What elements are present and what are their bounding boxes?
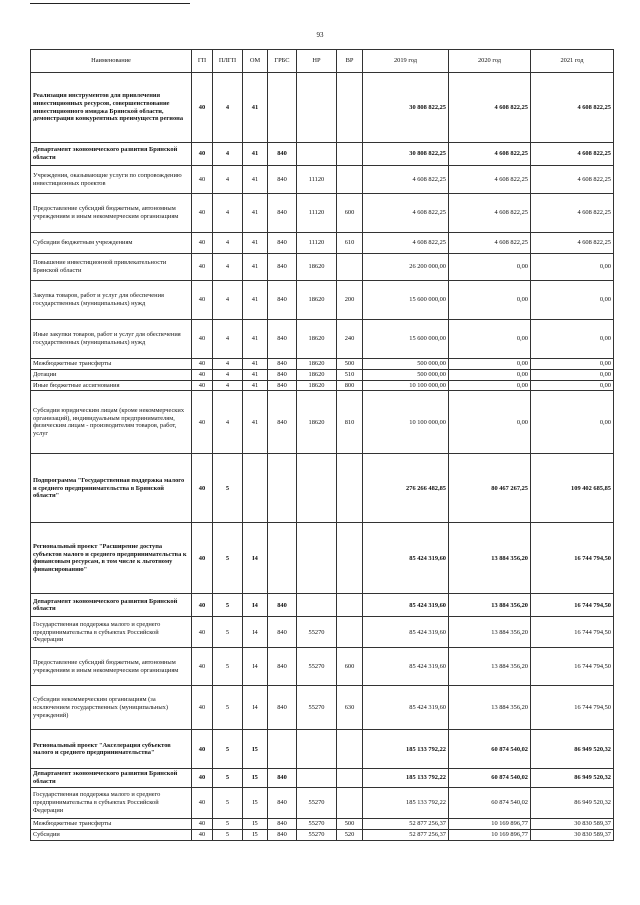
cell-y2019: 52 877 256,37 [363,829,449,840]
cell-name: Государственная поддержка малого и среднего предпринимательства в субъектах Российской Федерации [31,788,192,819]
cell-vr: 200 [337,281,363,320]
cell-y2020: 0,00 [449,281,531,320]
table-row [31,594,614,617]
cell-name: Предоставление субсидий бюджетным, автономным учреждениям и иным некоммерческим организациям [31,194,192,233]
cell-gp: 40 [192,819,213,830]
cell-name: Субсидии юридическим лицам (кроме некоммерческих организаций), индивидуальным предпринимателям, физическим лицам - производителям товаров, работ, услуг [31,391,192,454]
cell-y2020: 13 884 356,20 [449,686,531,730]
cell-nr: 11120 [297,166,337,194]
cell-plgp: 4 [213,166,243,194]
cell-name: Иные закупки товаров, работ и услуг для обеспечения государственных (муниципальных) нужд [31,320,192,359]
table-row [31,281,614,320]
cell-y2019: 185 133 792,22 [363,730,449,769]
cell-y2020: 0,00 [449,391,531,454]
cell-y2019: 10 100 000,00 [363,380,449,391]
cell-gp: 40 [192,73,213,143]
cell-y2019: 15 600 000,00 [363,320,449,359]
cell-vr: 520 [337,829,363,840]
cell-om [243,454,268,523]
cell-y2021: 0,00 [531,320,614,359]
table-row [31,369,614,380]
cell-nr [297,143,337,166]
cell-om: I4 [243,594,268,617]
cell-y2020: 0,00 [449,369,531,380]
page-number: 93 [316,31,324,39]
cell-nr: 55270 [297,788,337,819]
cell-y2020: 4 608 822,25 [449,233,531,254]
cell-y2019: 30 808 822,25 [363,143,449,166]
cell-y2020: 0,00 [449,359,531,370]
cell-plgp: 4 [213,369,243,380]
cell-grbs: 840 [268,143,297,166]
table-body [31,73,614,841]
cell-y2019: 500 000,00 [363,359,449,370]
table-row [31,391,614,454]
cell-gp: 40 [192,391,213,454]
header-plgp: ПЛГП [213,50,243,73]
cell-nr [297,523,337,594]
top-rule [30,3,190,4]
cell-plgp: 5 [213,594,243,617]
cell-y2019: 500 000,00 [363,369,449,380]
cell-om: I4 [243,523,268,594]
cell-plgp: 5 [213,523,243,594]
cell-y2021: 86 949 520,32 [531,730,614,769]
cell-om: I4 [243,686,268,730]
cell-y2021: 16 744 794,50 [531,594,614,617]
cell-grbs: 840 [268,788,297,819]
cell-nr: 55270 [297,686,337,730]
cell-nr: 55270 [297,829,337,840]
table-row [31,617,614,648]
cell-y2020: 4 608 822,25 [449,73,531,143]
cell-plgp: 4 [213,380,243,391]
cell-gp: 40 [192,648,213,686]
cell-y2019: 85 424 319,60 [363,648,449,686]
cell-name: Региональный проект "Акселерация субъектов малого и среднего предпринимательства" [31,730,192,769]
cell-y2020: 4 608 822,25 [449,166,531,194]
cell-y2020: 10 169 896,77 [449,829,531,840]
cell-om: I5 [243,769,268,788]
cell-y2021: 4 608 822,25 [531,143,614,166]
cell-y2020: 10 169 896,77 [449,819,531,830]
cell-y2019: 4 608 822,25 [363,194,449,233]
cell-nr: 18620 [297,320,337,359]
cell-nr: 18620 [297,254,337,281]
cell-grbs: 840 [268,281,297,320]
cell-plgp: 4 [213,359,243,370]
table-row [31,819,614,830]
table-row [31,686,614,730]
cell-plgp: 5 [213,730,243,769]
table-row [31,359,614,370]
cell-y2020: 0,00 [449,254,531,281]
cell-y2021: 0,00 [531,359,614,370]
cell-nr: 18620 [297,391,337,454]
header-2020: 2020 год [449,50,531,73]
table-row [31,194,614,233]
cell-gp: 40 [192,523,213,594]
cell-name: Департамент экономического развития Брянской области [31,594,192,617]
cell-y2019: 276 266 482,85 [363,454,449,523]
cell-om: 41 [243,194,268,233]
table-row [31,380,614,391]
cell-grbs: 840 [268,254,297,281]
cell-y2019: 26 200 000,00 [363,254,449,281]
cell-name: Региональный проект "Расширение доступа субъектов малого и среднего предпринимательства к финансовым ресурсам, в том числе к льготному финансированию" [31,523,192,594]
table-header-row [31,50,614,73]
cell-name: Государственная поддержка малого и среднего предпринимательства в субъектах Российской Федерации [31,617,192,648]
cell-om: 41 [243,73,268,143]
cell-plgp: 5 [213,769,243,788]
cell-grbs: 840 [268,594,297,617]
cell-vr: 510 [337,369,363,380]
cell-gp: 40 [192,143,213,166]
cell-gp: 40 [192,233,213,254]
cell-y2020: 4 608 822,25 [449,143,531,166]
cell-grbs [268,454,297,523]
cell-y2020: 60 874 540,02 [449,730,531,769]
cell-vr: 600 [337,648,363,686]
cell-vr [337,788,363,819]
cell-y2020: 60 874 540,02 [449,788,531,819]
cell-gp: 40 [192,359,213,370]
cell-y2021: 16 744 794,50 [531,648,614,686]
table-row [31,523,614,594]
cell-om: I4 [243,617,268,648]
cell-y2019: 85 424 319,60 [363,617,449,648]
header-grbs: ГРБС [268,50,297,73]
cell-plgp: 5 [213,686,243,730]
cell-vr [337,617,363,648]
cell-plgp: 5 [213,829,243,840]
cell-y2020: 13 884 356,20 [449,594,531,617]
header-om: ОМ [243,50,268,73]
cell-om: 41 [243,359,268,370]
cell-vr: 810 [337,391,363,454]
cell-vr: 630 [337,686,363,730]
cell-plgp: 4 [213,194,243,233]
cell-y2021: 30 830 589,37 [531,819,614,830]
cell-y2019: 85 424 319,60 [363,686,449,730]
cell-y2020: 13 884 356,20 [449,617,531,648]
cell-om: 41 [243,320,268,359]
cell-om: I5 [243,788,268,819]
header-vr: ВР [337,50,363,73]
cell-om: 41 [243,254,268,281]
cell-grbs: 840 [268,829,297,840]
cell-nr [297,73,337,143]
cell-om: 41 [243,380,268,391]
cell-grbs [268,73,297,143]
cell-vr [337,523,363,594]
cell-vr [337,73,363,143]
cell-name: Департамент экономического развития Брянской области [31,769,192,788]
cell-vr: 500 [337,819,363,830]
cell-y2021: 0,00 [531,369,614,380]
cell-vr [337,594,363,617]
cell-grbs: 840 [268,617,297,648]
cell-gp: 40 [192,281,213,320]
cell-nr: 18620 [297,369,337,380]
cell-nr: 11120 [297,194,337,233]
cell-grbs [268,523,297,594]
cell-y2021: 4 608 822,25 [531,73,614,143]
cell-name: Межбюджетные трансферты [31,359,192,370]
cell-y2020: 13 884 356,20 [449,648,531,686]
cell-nr: 11120 [297,233,337,254]
cell-vr: 600 [337,194,363,233]
table-row [31,233,614,254]
table-row [31,829,614,840]
cell-y2021: 0,00 [531,254,614,281]
cell-name: Дотации [31,369,192,380]
cell-nr [297,454,337,523]
cell-gp: 40 [192,617,213,648]
cell-vr: 500 [337,359,363,370]
cell-y2019: 15 600 000,00 [363,281,449,320]
cell-grbs: 840 [268,391,297,454]
table-row [31,788,614,819]
cell-y2019: 85 424 319,60 [363,523,449,594]
cell-vr [337,454,363,523]
header-gp: ГП [192,50,213,73]
table-row [31,320,614,359]
cell-y2021: 16 744 794,50 [531,523,614,594]
cell-plgp: 5 [213,454,243,523]
cell-gp: 40 [192,369,213,380]
cell-plgp: 4 [213,254,243,281]
cell-y2019: 52 877 256,37 [363,819,449,830]
cell-y2021: 30 830 589,37 [531,829,614,840]
cell-y2020: 80 467 267,25 [449,454,531,523]
header-2021: 2021 год [531,50,614,73]
cell-om: 41 [243,281,268,320]
cell-vr [337,730,363,769]
cell-grbs: 840 [268,369,297,380]
cell-y2021: 0,00 [531,380,614,391]
cell-name: Предоставление субсидий бюджетным, автономным учреждениям и иным некоммерческим организациям [31,648,192,686]
cell-vr [337,143,363,166]
cell-y2021: 86 949 520,32 [531,788,614,819]
cell-y2019: 30 808 822,25 [363,73,449,143]
table-row [31,769,614,788]
cell-name: Закупка товаров, работ и услуг для обеспечения государственных (муниципальных) нужд [31,281,192,320]
cell-gp: 40 [192,166,213,194]
cell-grbs: 840 [268,233,297,254]
cell-plgp: 4 [213,391,243,454]
cell-grbs: 840 [268,769,297,788]
cell-y2020: 4 608 822,25 [449,194,531,233]
cell-nr [297,730,337,769]
cell-y2021: 16 744 794,50 [531,617,614,648]
cell-plgp: 5 [213,617,243,648]
cell-nr [297,769,337,788]
cell-y2020: 60 874 540,02 [449,769,531,788]
cell-plgp: 4 [213,281,243,320]
cell-y2020: 13 884 356,20 [449,523,531,594]
cell-grbs: 840 [268,819,297,830]
cell-om: I5 [243,829,268,840]
cell-gp: 40 [192,829,213,840]
cell-plgp: 4 [213,143,243,166]
cell-om: 41 [243,391,268,454]
cell-vr: 800 [337,380,363,391]
table-row [31,143,614,166]
cell-vr: 240 [337,320,363,359]
cell-plgp: 5 [213,648,243,686]
cell-nr: 55270 [297,648,337,686]
cell-y2021: 4 608 822,25 [531,194,614,233]
cell-om: 41 [243,143,268,166]
cell-grbs: 840 [268,359,297,370]
cell-y2019: 185 133 792,22 [363,769,449,788]
cell-y2021: 16 744 794,50 [531,686,614,730]
cell-plgp: 5 [213,788,243,819]
cell-gp: 40 [192,254,213,281]
cell-y2021: 0,00 [531,281,614,320]
cell-y2021: 109 402 685,85 [531,454,614,523]
cell-gp: 40 [192,769,213,788]
header-2019: 2019 год [363,50,449,73]
cell-gp: 40 [192,194,213,233]
cell-grbs: 840 [268,320,297,359]
table-row [31,166,614,194]
cell-name: Учреждения, оказывающие услуги по сопровождению инвестиционных проектов [31,166,192,194]
budget-table [30,49,614,841]
cell-nr: 18620 [297,380,337,391]
cell-nr: 55270 [297,617,337,648]
cell-gp: 40 [192,686,213,730]
cell-name: Подпрограмма "Государственная поддержка малого и среднего предпринимательства в Брянской области" [31,454,192,523]
cell-plgp: 5 [213,819,243,830]
cell-om: I5 [243,819,268,830]
cell-gp: 40 [192,320,213,359]
cell-y2021: 4 608 822,25 [531,166,614,194]
cell-grbs: 840 [268,648,297,686]
cell-vr [337,166,363,194]
table-row [31,648,614,686]
cell-nr [297,594,337,617]
cell-y2019: 185 133 792,22 [363,788,449,819]
cell-name: Субсидии некоммерческим организациям (за исключением государственных (муниципальных) учреждений) [31,686,192,730]
cell-y2021: 4 608 822,25 [531,233,614,254]
header-name: Наименование [31,50,192,73]
cell-grbs: 840 [268,380,297,391]
cell-grbs: 840 [268,166,297,194]
cell-vr [337,254,363,281]
cell-y2019: 85 424 319,60 [363,594,449,617]
cell-nr: 55270 [297,819,337,830]
cell-vr: 610 [337,233,363,254]
header-nr: НР [297,50,337,73]
cell-plgp: 4 [213,233,243,254]
cell-name: Повышение инвестиционной привлекательности Брянской области [31,254,192,281]
cell-gp: 40 [192,380,213,391]
cell-plgp: 4 [213,320,243,359]
cell-gp: 40 [192,788,213,819]
table-row [31,454,614,523]
cell-grbs: 840 [268,194,297,233]
table-row [31,254,614,281]
cell-gp: 40 [192,730,213,769]
cell-y2021: 0,00 [531,391,614,454]
cell-grbs [268,730,297,769]
cell-name: Субсидии бюджетным учреждениям [31,233,192,254]
cell-name: Межбюджетные трансферты [31,819,192,830]
cell-y2019: 4 608 822,25 [363,233,449,254]
cell-gp: 40 [192,594,213,617]
cell-nr: 18620 [297,281,337,320]
cell-vr [337,769,363,788]
cell-y2020: 0,00 [449,320,531,359]
cell-y2019: 10 100 000,00 [363,391,449,454]
cell-grbs: 840 [268,686,297,730]
cell-nr: 18620 [297,359,337,370]
cell-name: Департамент экономического развития Брянской области [31,143,192,166]
table-row [31,730,614,769]
cell-om: 41 [243,233,268,254]
cell-gp: 40 [192,454,213,523]
table-row [31,73,614,143]
cell-om: 41 [243,369,268,380]
cell-name: Субсидии [31,829,192,840]
cell-om: 41 [243,166,268,194]
cell-y2021: 86 949 520,32 [531,769,614,788]
cell-om: I5 [243,730,268,769]
cell-name: Реализация инструментов для привлечения инвестиционных ресурсов, совершенствование инвестиционного имиджа Брянской области, демонстрация конкурентных преимуществ региона [31,73,192,143]
cell-plgp: 4 [213,73,243,143]
cell-om: I4 [243,648,268,686]
cell-y2020: 0,00 [449,380,531,391]
cell-y2019: 4 608 822,25 [363,166,449,194]
cell-name: Иные бюджетные ассигнования [31,380,192,391]
